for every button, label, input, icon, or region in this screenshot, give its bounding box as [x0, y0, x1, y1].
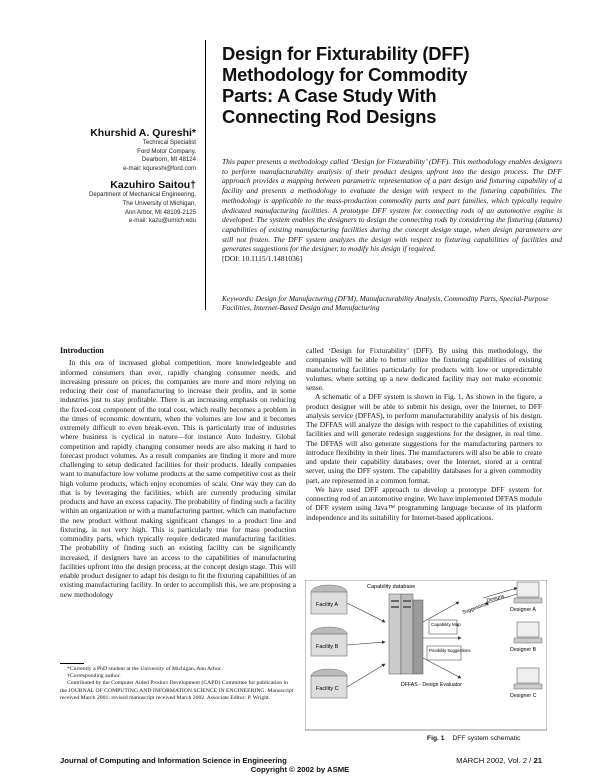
- author-email: e-mail: kqureshi@ford.com: [123, 164, 196, 172]
- server-tower: [389, 594, 423, 674]
- footnote: *Currently a PhD student at the University of Michigan, Ann Arbor.: [67, 666, 222, 672]
- left-column: [60, 346, 296, 599]
- author-name: Kazuhiro Saitou†: [110, 179, 196, 192]
- designer-label: Designer C: [510, 693, 537, 699]
- title-line: Parts: A Case Study With: [222, 85, 437, 106]
- capability-db-label: Capability database: [367, 584, 416, 590]
- author-affiliation: Ann Arbor, MI 48109-2125: [124, 208, 196, 216]
- footer-issue: [456, 756, 542, 765]
- figure-caption: [427, 735, 520, 742]
- author-affiliation: Dearborn, MI 48124: [141, 156, 196, 164]
- body-paragraph: called ‘Design for Fixturability’ (DFF). By using this methodology, the companies will be able to better utilize the fixturing capabilities of existing manufacturing facilities particularly for products with low or unpredictable volumes, where setting up a new dedicated facility may not make economic sense.: [306, 346, 542, 392]
- author-affiliation: The University of Michigan,: [122, 199, 196, 207]
- dff-system-schematic: [305, 580, 547, 750]
- doi: [DOI: 10.1115/1.1481036]: [222, 254, 303, 264]
- flexibility-box: [427, 646, 470, 660]
- figure-caption-label: Fig. 1: [427, 735, 445, 742]
- title-line: Methodology for Commodity: [222, 64, 468, 85]
- author-affiliation: Technical Specialist: [142, 139, 196, 146]
- footnote: Contributed by the Computer Aided Product Development (CAPD) Committee for publication in the JOURNAL OF COMPUTING AND INFORMATION SCIENCE IN ENGINEERING. Manuscript received March 2001; revised manuscript received March 2002. Associate Editor: P. Wright.: [60, 680, 294, 701]
- author-affiliation: Department of Mechanical Engineering,: [88, 191, 196, 199]
- facility-label: Facility C: [316, 686, 339, 692]
- figure-caption-text: DFF system schematic: [452, 735, 521, 742]
- footer-copyright: Copyright © 2002 by ASME: [250, 765, 350, 774]
- right-column: [306, 346, 542, 522]
- body-paragraph: We have used DFF approach to develop a prototype DFF system for connecting rod of an automotive engine. We have implemented DFFAS module of DFF system using Java™ programming language because of its platform independence and its suitability for Internet-based applications.: [306, 484, 542, 522]
- flexibility-label: Flexibility Suggestions: [429, 648, 471, 653]
- body-paragraph: In this era of increased global competition, more knowledgeable and informed consumers than ever, rapidly changing consumer needs, and increasing pressure on prices, the companies are more and more relying on reducing their cost of manufacturing to increase their profits, and in some industries just to stay profitable. There is an increasing emphasis on reducing the fixed-cost component of the total cost, which really becomes a problem in the times of economic downturn, when the volumes are low and it becomes extremely difficult to even break-even. This is particularly true of industries where business is cyclical in nature—for instance Auto Industry. Global competition and rapidly changing consumer needs are also making it hard to forecast product volumes. As a result companies are finding it more and more challenging to setup dedicated facilities for their products. Ideally companies want to manufacture low volume products at the same competitive cost as their high volume products, which enjoy economies of scale. One way they can do that is by leveraging the facilities, which are currently producing similar products and have an excess capacity. The probability of finding such a facility within an organization or with a manufacturing partner, which can manufacture the new product without making significant changes to a product line and fixturing, is not very high. This is particularly true for mass production commodity parts, which typically require dedicated manufacturing facilities. The probability of finding such an existing facility can be significantly increased, if designers have an access to the capabilities of manufacturing facilities upfront into the design process, at the concept design stage. This will enable product designer to adapt his design to fit the fixturing capabilities of an existing manufacturing facility. In order to accomplish this, we are proposing a new methodology: [60, 358, 296, 599]
- author-affiliation: Ford Motor Company,: [137, 147, 196, 155]
- suggestions-label: Suggestions: [461, 600, 490, 616]
- footer-journal: Journal of Computing and Information Science in Engineering: [60, 756, 287, 765]
- body-paragraph: A schematic of a DFF system is shown in Fig. 1. As shown in the figure, a product designer will be able to submit his design, over the Internet, to DFF analysis service (DFFAS), to perform manufacturability analysis of his design. The DFFAS will analyze the design with respect to the capabilities of existing facilities and will generate redesign suggestions for the designer, in real time. The DFFAS will also generate suggestions for the manufacturing partners to introduce flexibility in their lines. The manufacturers will also be able to create and update their capability databases, over the Internet, stored at a central server, using the DFF system. The capability databases for a given commodity part, are represented in a common format.: [306, 392, 542, 485]
- facility-b: [311, 627, 347, 656]
- author-block: [40, 127, 196, 226]
- keywords: Keywords: Design for Manufacturing (DFM), Manufacturability Analysis, Commodity Parts, Special-Purpose Facilities, Internet-Based Design and Manufacturing: [222, 294, 549, 313]
- designer-label: Designer B: [510, 647, 537, 653]
- capability-map-box: [429, 620, 461, 634]
- designer-a: [510, 582, 542, 613]
- title-line: Connecting Rod Designs: [222, 106, 437, 127]
- author-email: e-mail: kazu@umich.edu: [128, 217, 196, 225]
- facility-label: Facility B: [316, 644, 339, 650]
- facility-a: [311, 585, 347, 614]
- author-name: Khurshid A. Qureshi*: [90, 127, 196, 139]
- abstract: [222, 157, 562, 264]
- title-line: Design for Fixturability (DFF): [222, 43, 470, 64]
- dffas-label: DFFAS - Design Evaluator: [401, 682, 462, 688]
- footnote: †Corresponding author.: [67, 673, 121, 680]
- footer-issue-text: MARCH 2002, Vol. 2 /: [456, 756, 534, 765]
- footnotes: [60, 666, 296, 702]
- section-heading: Introduction: [60, 346, 104, 355]
- facility-c: [311, 669, 347, 698]
- page-number: 21: [533, 756, 542, 765]
- abstract-text: This paper presents a methodology called ‘Design for Fixturability’ (DFF). This methodology enables designers to perform manufacturability analysis of their product designs upfront into the design process. The DFF approach provides a mapping between parametric representation of a part design and fixturing capability of a facility and presents a methodology to evaluate the design with respect to the fixturing capabilities. The methodology is applicable to the mass-production commodity parts and part families, which typically require dedicated manufacturing facilities. A prototype DFF system for connecting rods of an automotive engine is developed. The system enables the designers to design the connecting rods by considering the fixturing (datums) capabilities of existing manufacturing facilities during the concept design stage, when design parameters are still not frozen. The DFF system analyzes the design with respect to fixturing capabilities of facilities and generates suggestions for the designer, to modify his design if required.: [222, 157, 562, 254]
- capability-map-label: Capability Map: [431, 622, 461, 627]
- title-divider: [205, 40, 206, 310]
- designs-label: Designs: [485, 593, 505, 604]
- designer-b: [510, 622, 542, 653]
- footnote-rule: [60, 663, 84, 664]
- facility-label: Facility A: [316, 602, 339, 608]
- designer-label: Designer A: [510, 607, 536, 613]
- paper-title: [222, 43, 562, 127]
- designer-c: [510, 668, 542, 699]
